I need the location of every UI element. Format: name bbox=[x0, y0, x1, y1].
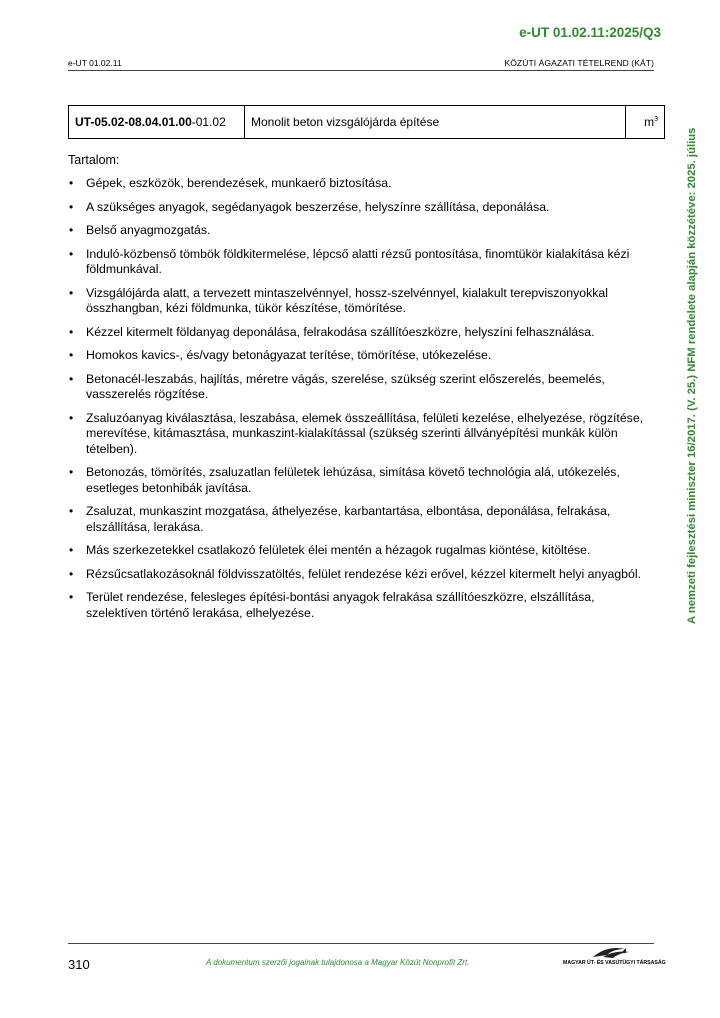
list-item: • Gépek, eszközök, berendezések, munkaerő biztosítása. bbox=[68, 176, 658, 192]
list-item: • Rézsűcsatlakozásoknál földvisszatöltés, felület rendezése kézi erővel, kézzel kitermelt helyi anyagból. bbox=[68, 567, 658, 583]
header-divider bbox=[68, 70, 654, 71]
contents-title: Tartalom: bbox=[68, 153, 120, 167]
list-item: • Betonozás, tömörítés, zsaluzatlan felületek lehúzása, simítása követő technológia alá, utókezelés, esetleges betonhibák javítása. bbox=[68, 465, 658, 496]
list-item: • Terület rendezése, felesleges építési-bontási anyagok felrakása szállítóeszközre, elszállítása, szelektíven történő lerakása, elhelyezése. bbox=[68, 590, 658, 621]
header-right-title: KÖZÚTI ÁGAZATI TÉTELREND (KÁT) bbox=[504, 58, 654, 68]
society-logo-icon bbox=[563, 945, 655, 973]
logo-caption: MAGYAR ÚT- ÉS VASÚTÜGYI TÁRSASÁG bbox=[563, 960, 666, 966]
list-item: • Induló-közbenső tömbök földkitermelése, lépcső alatti rézsű pontosítása, finomtükör kialakítása kézi földmunkával. bbox=[68, 247, 658, 278]
publication-side-note: A nemzeti fejlesztési miniszter 16/2017. (V. 25.) NFM rendelete alapján közzétéve: 2025. július bbox=[686, 127, 698, 624]
list-item: • Zsaluzóanyag kiválasztása, leszabása, elemek összeállítása, felületi kezelése, elhelyezése, rögzítése, merevítése, kitámasztása, munkaszint-kialakítással (szükség szerinti állványépítési munkák külön tételben). bbox=[68, 411, 658, 458]
list-item: • A szükséges anyagok, segédanyagok beszerzése, helyszínre szállítása, deponálása. bbox=[68, 200, 658, 216]
list-item: • Vizsgálójárda alatt, a tervezett mintaszelvénnyel, hossz-szelvénnyel, kialakult terepviszonyokkal összhangban, kézi földmunka, tükör készítése, tömörítése. bbox=[68, 286, 658, 317]
list-item: • Kézzel kitermelt földanyag deponálása, felrakodása szállítóeszközre, helyszíni felhasználása. bbox=[68, 325, 658, 341]
item-row bbox=[69, 106, 665, 139]
page-number: 310 bbox=[68, 957, 90, 972]
item-unit bbox=[626, 106, 665, 139]
item-code-table bbox=[68, 105, 665, 139]
list-item: • Betonacél-leszabás, hajlítás, méretre vágás, szerelése, szükség szerint előszerelés, beemelés, vasszerelés rögzítése. bbox=[68, 372, 658, 403]
item-code-suffix: -01.02 bbox=[191, 115, 226, 129]
list-item: • Belső anyagmozgatás. bbox=[68, 223, 658, 239]
unit-exponent: 3 bbox=[654, 116, 658, 123]
document-code: e-UT 01.02.11:2025/Q3 bbox=[519, 25, 661, 40]
list-item: • Zsaluzat, munkaszint mozgatása, áthelyezése, karbantartása, elbontása, deponálása, felrakása, elszállítása, lerakása. bbox=[68, 504, 658, 535]
item-code-cell bbox=[69, 106, 245, 139]
footer-divider bbox=[68, 943, 654, 944]
unit-base: m bbox=[644, 115, 655, 129]
copyright-note: A dokumentum szerzői jogainak tulajdonosa a Magyar Közút Nonprofit Zrt. bbox=[206, 958, 470, 967]
header-left-code: e-UT 01.02.11 bbox=[68, 58, 122, 68]
item-description: Monolit beton vizsgálójárda építése bbox=[245, 106, 626, 139]
list-item: • Homokos kavics-, és/vagy betonágyazat terítése, tömörítése, utókezelése. bbox=[68, 348, 658, 364]
item-code: UT-05.02-08.04.01.00 bbox=[75, 115, 192, 129]
list-item: • Más szerkezetekkel csatlakozó felületek élei mentén a hézagok rugalmas kiöntése, kitöltése. bbox=[68, 543, 658, 559]
contents-list bbox=[68, 176, 658, 629]
